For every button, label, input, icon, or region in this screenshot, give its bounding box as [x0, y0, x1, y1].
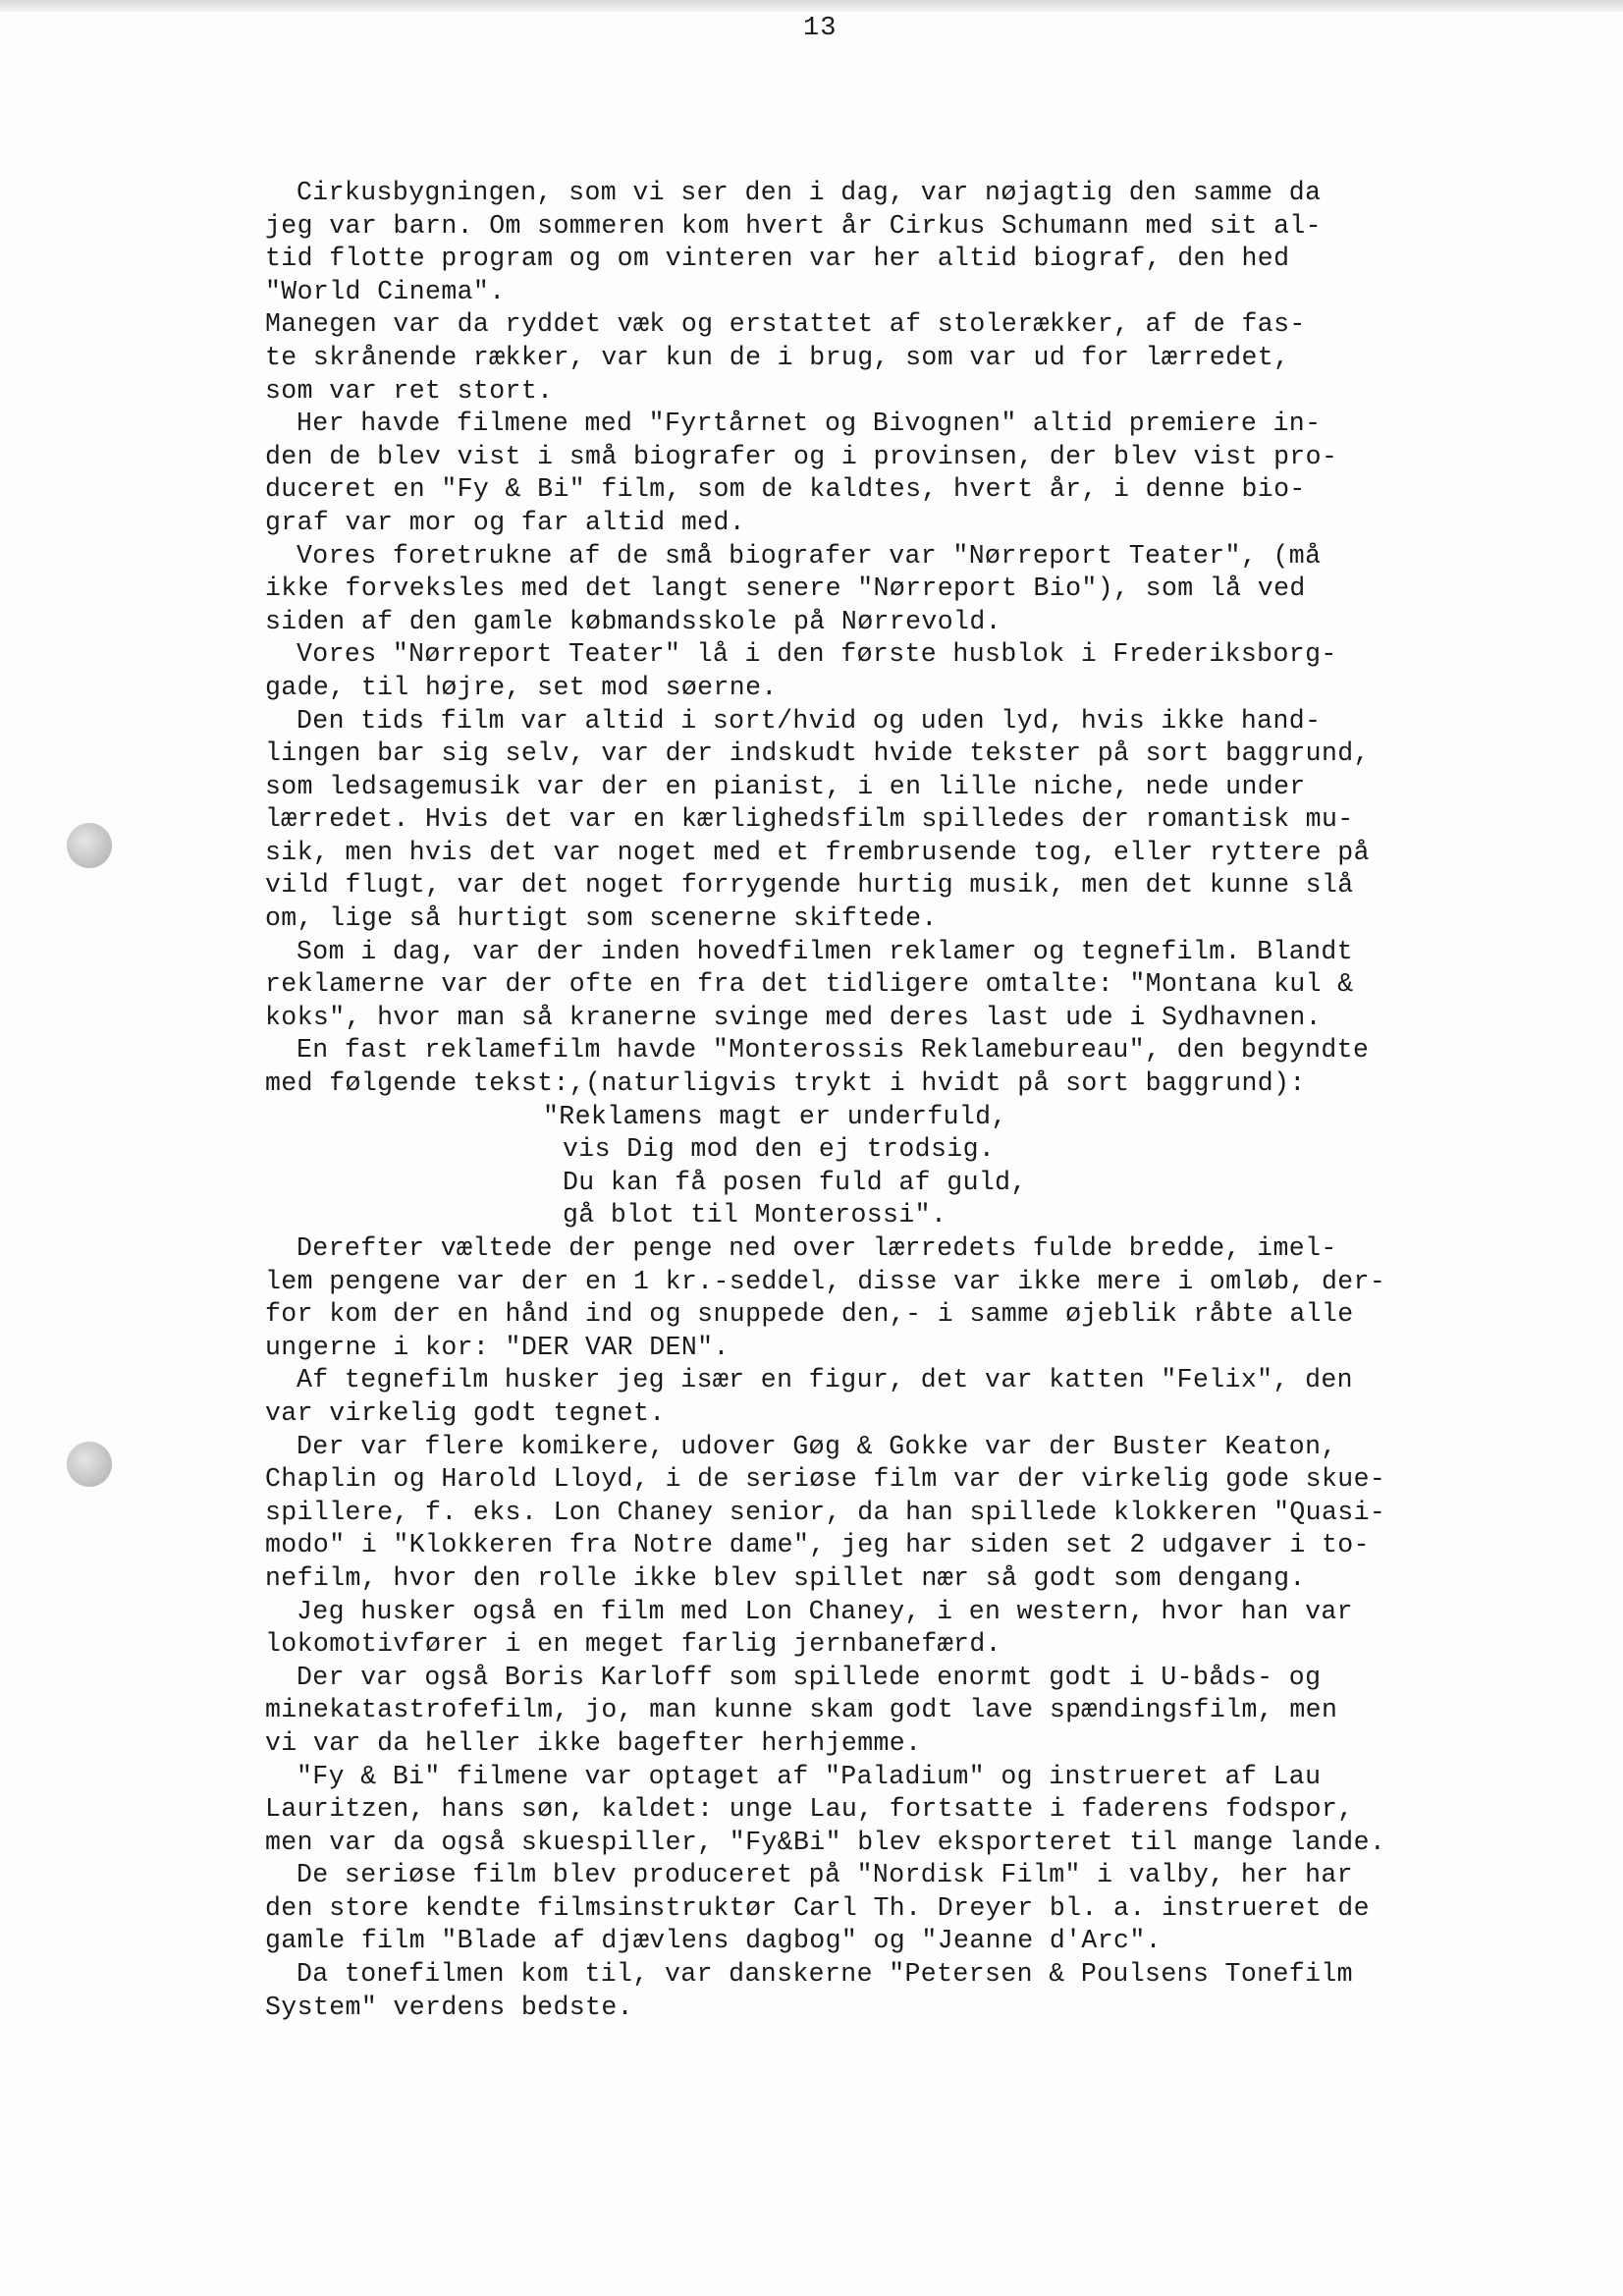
page-top-edge	[0, 0, 1623, 12]
text-line: lærredet. Hvis det var en kærlighedsfilm spilledes der romantisk mu-	[265, 804, 1354, 835]
text-line: Jeg husker også en film med Lon Chaney, i en western, hvor han var	[297, 1596, 1353, 1626]
text-line: modo" i "Klokkeren fra Notre dame", jeg har siden set 2 udgaver i to-	[265, 1530, 1370, 1560]
text-line: Cirkusbygningen, som vi ser den i dag, var nøjagtig den samme da	[297, 178, 1322, 207]
text-line: gade, til højre, set mod søerne.	[265, 672, 778, 702]
text-line: den de blev vist i små biografer og i provinsen, der blev vist pro-	[265, 441, 1338, 471]
text-line: jeg var barn. Om sommeren kom hvert år Cirkus Schumann med sit al-	[265, 210, 1322, 241]
text-line: spillere, f. eks. Lon Chaney senior, da han spillede klokkeren "Quasi-	[265, 1497, 1386, 1527]
text-line: Vores foretrukne af de små biografer var "Nørreport Teater", (må	[297, 540, 1322, 571]
text-line: lokomotivfører i en meget farlig jernbanefærd.	[265, 1629, 1001, 1660]
text-line: lingen bar sig selv, var der indskudt hvide tekster på sort baggrund,	[265, 738, 1370, 769]
text-line: nefilm, hvor den rolle ikke blev spillet nær så godt som dengang.	[265, 1562, 1306, 1593]
text-line: te skrånende rækker, var kun de i brug, som var ud for lærredet,	[265, 342, 1290, 372]
text-line: Den tids film var altid i sort/hvid og uden lyd, hvis ikke hand-	[297, 705, 1322, 736]
text-line: men var da også skuespiller, "Fy&Bi" blev eksporteret til mange lande.	[265, 1827, 1386, 1857]
text-line: med følgende tekst:,(naturligvis trykt i hvidt på sort baggrund):	[265, 1068, 1306, 1099]
text-line: for kom der en hånd ind og snuppede den,- i samme øjeblik råbte alle	[265, 1299, 1354, 1330]
poem-line: gå blot til Monterossi".	[563, 1200, 947, 1230]
text-line: sik, men hvis det var noget med et frembrusende tog, eller ryttere på	[265, 837, 1370, 867]
punch-hole-upper	[67, 823, 112, 868]
text-line: vild flugt, var det noget forrygende hurtig musik, men det kunne slå	[265, 870, 1354, 901]
body-text	[265, 177, 1492, 2024]
text-line: Da tonefilmen kom til, var danskerne "Petersen & Poulsens Tonefilm	[297, 1959, 1353, 1990]
text-line: Vores "Nørreport Teater" lå i den første husblok i Frederiksborg-	[297, 639, 1337, 670]
page-number: 13	[803, 14, 838, 43]
text-line: ikke forveksles med det langt senere "Nørreport Bio"), som lå ved	[265, 574, 1306, 604]
text-line: som var ret stort.	[265, 375, 554, 406]
text-line: De seriøse film blev produceret på "Nordisk Film" i valby, her har	[297, 1860, 1353, 1890]
text-line: vi var da heller ikke bagefter herhjemme.	[265, 1727, 922, 1758]
text-line: Her havde filmene med "Fyrtårnet og Bivognen" altid premiere in-	[297, 409, 1322, 439]
text-line: duceret en "Fy & Bi" film, som de kaldtes, hvert år, i denne bio-	[265, 474, 1306, 505]
text-line: Der var også Boris Karloff som spillede enormt godt i U-båds- og	[297, 1662, 1322, 1692]
text-line: Af tegnefilm husker jeg især en figur, det var katten "Felix", den	[297, 1365, 1353, 1395]
text-line: Der var flere komikere, udover Gøg & Gokke var der Buster Keaton,	[297, 1431, 1337, 1461]
text-line: minekatastrofefilm, jo, man kunne skam godt lave spændingsfilm, men	[265, 1695, 1338, 1725]
text-line: Manegen var da ryddet væk og erstattet af stolerækker, af de fas-	[265, 309, 1306, 340]
text-line: Lauritzen, hans søn, kaldet: unge Lau, fortsatte i faderens fodspor,	[265, 1794, 1354, 1825]
text-line: System" verdens bedste.	[265, 1992, 633, 2022]
text-line: "World Cinema".	[265, 276, 506, 306]
text-line: graf var mor og far altid med.	[265, 507, 746, 537]
punch-hole-lower	[67, 1442, 112, 1487]
text-line: tid flotte program og om vinteren var her altid biograf, den hed	[265, 244, 1290, 274]
text-line: var virkelig godt tegnet.	[265, 1397, 666, 1428]
text-line: lem pengene var der en 1 kr.-seddel, disse var ikke mere i omløb, der-	[265, 1266, 1386, 1296]
text-line: Som i dag, var der inden hovedfilmen reklamer og tegnefilm. Blandt	[297, 936, 1353, 966]
text-line: ungerne i kor: "DER VAR DEN".	[265, 1332, 730, 1362]
poem-line: "Reklamens magt er underfuld,	[543, 1101, 1007, 1131]
text-line: koks", hvor man så kranerne svinge med deres last ude i Sydhavnen.	[265, 1002, 1322, 1032]
text-line: siden af den gamle købmandsskole på Nørrevold.	[265, 606, 1001, 636]
poem-line: Du kan få posen fuld af guld,	[563, 1167, 1027, 1197]
text-line: Derefter væltede der penge ned over lærredets fulde bredde, imel-	[297, 1233, 1337, 1263]
text-line: En fast reklamefilm havde "Monterossis Reklamebureau", den begyndte	[297, 1035, 1370, 1066]
poem-line: vis Dig mod den ej trodsig.	[563, 1134, 996, 1165]
text-line: den store kendte filmsinstruktør Carl Th. Dreyer bl. a. instrueret de	[265, 1892, 1370, 1923]
text-line: Chaplin og Harold Lloyd, i de seriøse film var der virkelig gode skue-	[265, 1464, 1386, 1495]
text-line: som ledsagemusik var der en pianist, i en lille niche, nede under	[265, 771, 1306, 801]
text-line: reklamerne var der ofte en fra det tidligere omtalte: "Montana kul &	[265, 969, 1354, 1000]
text-line: om, lige så hurtigt som scenerne skiftede.	[265, 903, 938, 934]
text-line: "Fy & Bi" filmene var optaget af "Paladium" og instrueret af Lau	[297, 1761, 1322, 1791]
text-line: gamle film "Blade af djævlens dagbog" og "Jeanne d'Arc".	[265, 1926, 1162, 1956]
